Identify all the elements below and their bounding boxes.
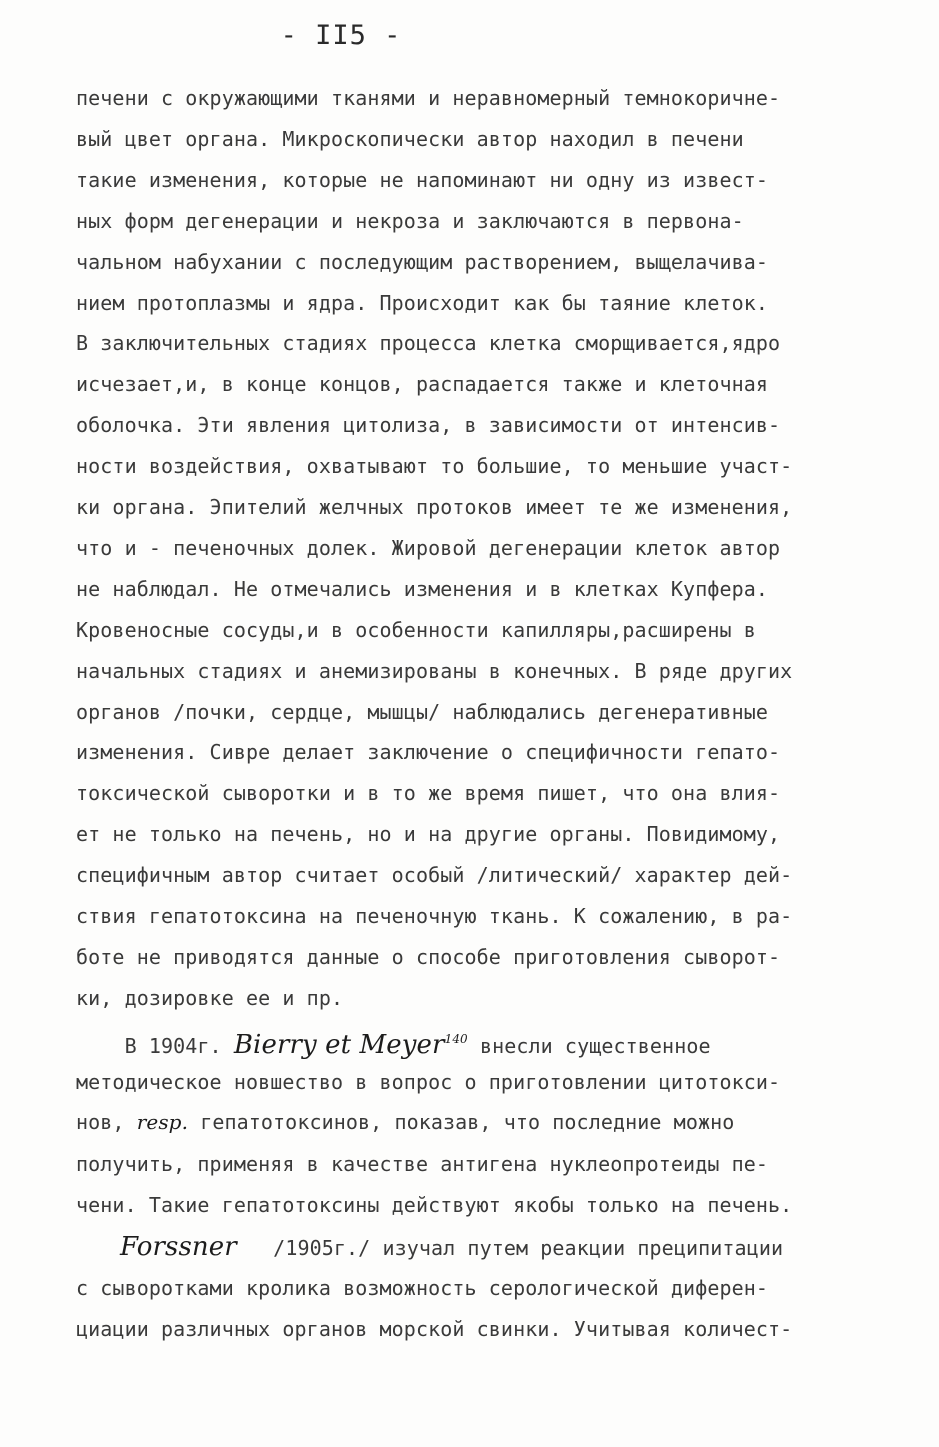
text-line: органов /почки, сердце, мышцы/ наблюдались дегенеративные [76, 699, 769, 724]
para2-line3-pre: нов, [76, 1110, 137, 1134]
paragraph-2-line-3 [76, 1108, 734, 1136]
text-line: В заключительных стадиях процесса клетка сморщивается,ядро [76, 331, 781, 356]
page-number: - II5 - [280, 20, 402, 51]
text-line: боте не приводятся данные о способе приготовления сыворот- [76, 944, 781, 969]
para2-line3-post: гепатотоксинов, показав, что последние можно [188, 1110, 735, 1134]
handwritten-author-bierry-meyer: Bierry et Meyer [233, 1030, 445, 1060]
text-line: Кровеносные сосуды,и в особенности капилляры,расширены в [76, 617, 756, 642]
text-line: что и - печеночных долек. Жировой дегенерации клеток автор [76, 535, 781, 560]
text-line: специфичным автор считает особый /литический/ характер дей- [76, 863, 793, 888]
para3-post: /1905г./ изучал путем реакции преципитации [236, 1236, 784, 1260]
text-line: оболочка. Эти явления цитолиза, в зависимости от интенсив- [76, 413, 781, 438]
text-line: ных форм дегенерации и некроза и заключаются в первона- [76, 208, 744, 233]
text-line: исчезает,и, в конце концов, распадается также и клеточная [76, 372, 769, 397]
text-line: ки органа. Эпителий желчных протоков имеет те же изменения, [76, 495, 793, 519]
text-line: чальном набухании с последующим растворением, выщелачива- [76, 249, 769, 274]
text-line: токсической сыворотки и в то же время пишет, что она влия- [76, 781, 781, 806]
text-line: ки, дозировке ее и пр. [76, 985, 344, 1010]
paragraph-3-line-2: с сыворотками кролика возможность серологической диферен- [76, 1276, 769, 1300]
text-line: не наблюдал. Не отмечались изменения и в клетках Купфера. [76, 576, 769, 601]
text-line: начальных стадиях и анемизированы в конечных. В ряде других [76, 658, 793, 683]
paragraph-2-line-4: получить, применяя в качестве антигена нуклеопротеиды пе- [76, 1152, 769, 1176]
text-line: ствия гепатотоксина на печеночную ткань. К сожалению, в ра- [76, 904, 793, 928]
paragraph-2-line-5: чени. Такие гепатотоксины действуют якобы только на печень. [76, 1193, 793, 1217]
text-line: такие изменения, которые не напоминают ни одну из извест- [76, 167, 769, 192]
reference-number: 140 [444, 1032, 468, 1046]
text-line: изменения. Сивре делает заключение о специфичности гепато- [76, 740, 781, 765]
text-line: вый цвет органа. Микроскопически автор находил в печени [76, 126, 744, 151]
paragraph-2-line-2: методическое новшество в вопрос о приготовлении цитотокси- [76, 1070, 781, 1094]
handwritten-resp: resp. [136, 1110, 189, 1134]
paragraph-2-line-1 [76, 1025, 711, 1060]
para2-pre: В 1904г. [76, 1034, 234, 1058]
paragraph-3-line-3: циации различных органов морской свинки. Учитывая количест- [76, 1317, 793, 1341]
paragraph-3-line-1 [76, 1233, 783, 1262]
handwritten-author-forssner: Forssner [120, 1232, 237, 1262]
text-line: нием протоплазмы и ядра. Происходит как бы таяние клеток. [76, 290, 769, 315]
para2-post: внесли существенное [467, 1034, 711, 1058]
text-line: ет не только на печень, но и на другие органы. Повидимому, [76, 822, 781, 847]
text-line: ности воздействия, охватывают то большие, то меньшие участ- [76, 454, 793, 479]
text-line: печени с окружающими тканями и неравномерный темнокоричне- [76, 86, 781, 110]
